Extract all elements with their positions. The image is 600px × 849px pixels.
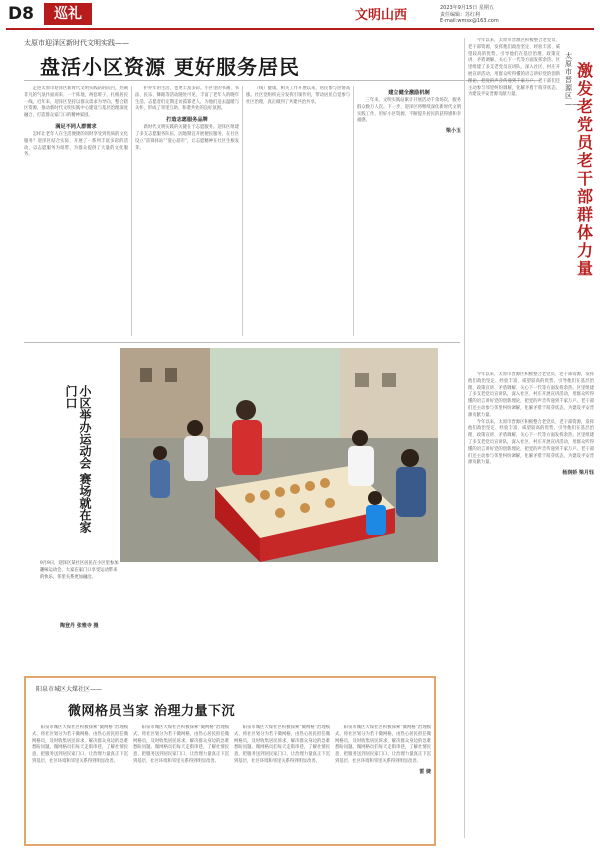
bottom-article-text: 阳泉市城区大煤社区积极探索“微网格”治理模式，将社区划分为若干微网格，由热心居民担任微网格员，及时收集居民诉求，解决群众身边的急难愁盼问题。微网格员们每天走街串巷，了解社情民意，把服务送到居民家门口，让治理力量真正下沉到基层，社区环境和邻里关系得到明显改善。 [133,725,229,764]
right-article-text: 今年以来，太原市晋源区积极整合老党员、老干部资源，发挥他们政治坚定、经验丰富、威望较高的优势，引导他们在基层治理、政策宣讲、矛盾调解、关心下一代等方面发挥余热。区里组建了多支老党员宣讲队，深入社区、村庄开展宣讲活动，用群众听得懂的语言讲好党的创新理论，把党的声音传递到千家万户。老干部们还主动参与邻里纠纷调解，化解矛盾于萌芽状态，为建设平安晋源贡献力量。 [468,372,594,418]
bottom-article-headline: 微网格员当家 治理力量下沉 [68,704,236,719]
contact-line: E-mail:wmsx@163.com [440,18,499,24]
photo-credit: 陶登丹 张雅寺 摄 [60,623,99,629]
right-column-divider [464,38,465,838]
column-divider [242,86,243,336]
lead-kicker: 太原市迎泽区新时代文明实践—— [24,39,129,47]
bottom-article-kicker: 阳泉市城区大煤社区—— [36,686,103,693]
right-article-text: 今年以来，太原市晋源区积极整合老党员、老干部资源，发挥他们政治坚定、经验丰富、威望较高的优势，引导他们在基层治理、政策宣讲、矛盾调解、关心下一代等方面发挥余热。区里组建了多支老党员宣讲队，深入社区、村庄开展宣讲活动，用群众听得懂的语言讲好党的创新理论，把党的声音传递到千家万户。老干部们还主动参与邻里纠纷调解，化解矛盾于萌芽状态，为建设平安晋源贡献力量。 [468,38,560,98]
headline-rule [24,80,540,81]
right-article-text: 今年以来，太原市晋源区积极整合老党员、老干部资源，发挥他们政治坚定、经验丰富、威望较高的优势，引导他们在基层治理、政策宣讲、矛盾调解、关心下一代等方面发挥余热。区里组建了多支老党员宣讲队，深入社区、村庄开展宣讲活动，用群众听得懂的语言讲好党的创新理论，把党的声音传递到千家万户。老干部们还主动参与邻里纠纷调解，化解矛盾于萌芽状态，为建设平安晋源贡献力量。 [468,419,594,466]
bottom-article-text: 阳泉市城区大煤社区积极探索“微网格”治理模式，将社区划分为若干微网格，由热心居民担任微网格员，及时收集居民诉求，解决群众身边的急难愁盼问题。微网格员们每天走街串巷，了解社情民意，把服务送到居民家门口，让治理力量真正下沉到基层，社区环境和邻里关系得到明显改善。 [234,725,330,764]
section-tag: 巡礼 [44,3,92,25]
sports-day-photo [120,348,438,562]
photo-rule [24,342,460,343]
lead-column-2 [135,86,239,336]
bottom-article-text: 阳泉市城区大煤社区积极探索“微网格”治理模式，将社区划分为若干微网格，由热心居民担任微网格员，及时收集居民诉求，解决群众身边的急难愁盼问题。微网格员们每天走街串巷，了解社情民意，把服务送到居民家门口，让治理力量真正下沉到基层，社区环境和邻里关系得到明显改善。 [335,725,431,764]
bottom-column-2 [133,725,229,841]
lead-paragraph: 怎样让老年人在生活便捷的同时享受到优质的文化服务？迎泽区结合实际，开展了一系列丰富多彩的活动，以志愿服务为纽带，为群众提供了大量的文化服务。 [24,131,128,158]
column-divider [353,86,354,336]
photo-illustration [120,348,438,562]
bottom-column-4 [335,725,431,841]
bottom-article-byline: 雷 婕 [419,768,431,775]
date-line: 2023年9月15日 星期五 [440,5,494,11]
bottom-column-3 [234,725,330,841]
right-article-byline: 杨润娇 梁月钰 [562,470,594,477]
column-divider [131,86,132,336]
page-number: D8 [8,4,34,24]
lead-paragraph: 三年来，文明实践站累计开展活动千余场次，服务群众数万人次。下一步，迎泽区将继续深化新时代文明实践工作，用好小区资源，不断提升居民的获得感和幸福感。 [357,98,461,124]
right-article-headline: 激发老党员老干部群体力量 [577,61,594,278]
lead-column-1 [24,86,128,336]
lead-subhead: 建立健全激励机制 [388,90,430,96]
paper-name: 文明山西 [355,8,408,23]
lead-column-4 [357,86,461,336]
photo-caption: 9月9日，迎泽区某社区居民在小区里参加趣味运动会，大家在家门口享受运动带来的快乐，邻里关系更加融洽。 [40,561,119,580]
photo-headline: 小区举办运动会 赛场就在家门口 [64,385,92,534]
lead-subhead: 打造志愿服务品牌 [166,117,208,124]
lead-paragraph: 新时代文明实践的关键在于志愿服务。迎泽区组建了多支志愿服务队伍，因地制宜开展便民服务，在社区设立“雷锋驿站”“爱心超市”，让志愿精神在社区生根发芽。 [135,125,239,151]
right-article-column-b [468,372,594,832]
editor-line: 责任编辑：苏红利 [440,12,481,18]
right-article-kicker: 太原市晋源区—— [565,52,579,108]
lead-paragraph: 护办年的生活，也更丰富多彩。小区里的书画、书法、民乐、舞蹈等活动随处可见，丰富了老年人的晚年生活。志愿者们定期走访孤寡老人，为他们送去温暖与关怀，形成了邻里互助、和谐共处的良好氛围。 [135,86,239,112]
lead-byline: 梁小玉 [445,128,461,135]
bottom-column-1 [32,725,128,841]
masthead-rule [6,28,594,30]
lead-column-3 [246,86,350,336]
lead-paragraph: 走进太原市迎泽区新时代文明实践站的院内，热闹非凡的气氛扑面而来。一个阵地，两套班子，扎根居民一线。近年来，迎泽区坚持以群众需求为导向，整合辖区资源，推动新时代文明实践中心建设与基层治理深度融合，打造群众家门口的精神家园。 [24,86,128,119]
bottom-article-text: 阳泉市城区大煤社区积极探索“微网格”治理模式，将社区划分为若干微网格，由热心居民担任微网格员，及时收集居民诉求，解决群众身边的急难愁盼问题。微网格员们每天走街串巷，了解社情民意，把服务送到居民家门口，让治理力量真正下沉到基层，社区环境和邻里关系得到明显改善。 [32,725,128,764]
lead-headline: 盘活小区资源 更好服务居民 [40,55,300,79]
lead-subhead: 满足不同人群需求 [55,123,97,130]
right-article-column-a [468,38,560,368]
lead-paragraph: （线）健康，相关工作开展以来，居民参与热情高涨。社区党组织充分发挥引领作用，带动居民自觉参与社区治理，真正做到了共建共治共享。 [246,86,350,105]
